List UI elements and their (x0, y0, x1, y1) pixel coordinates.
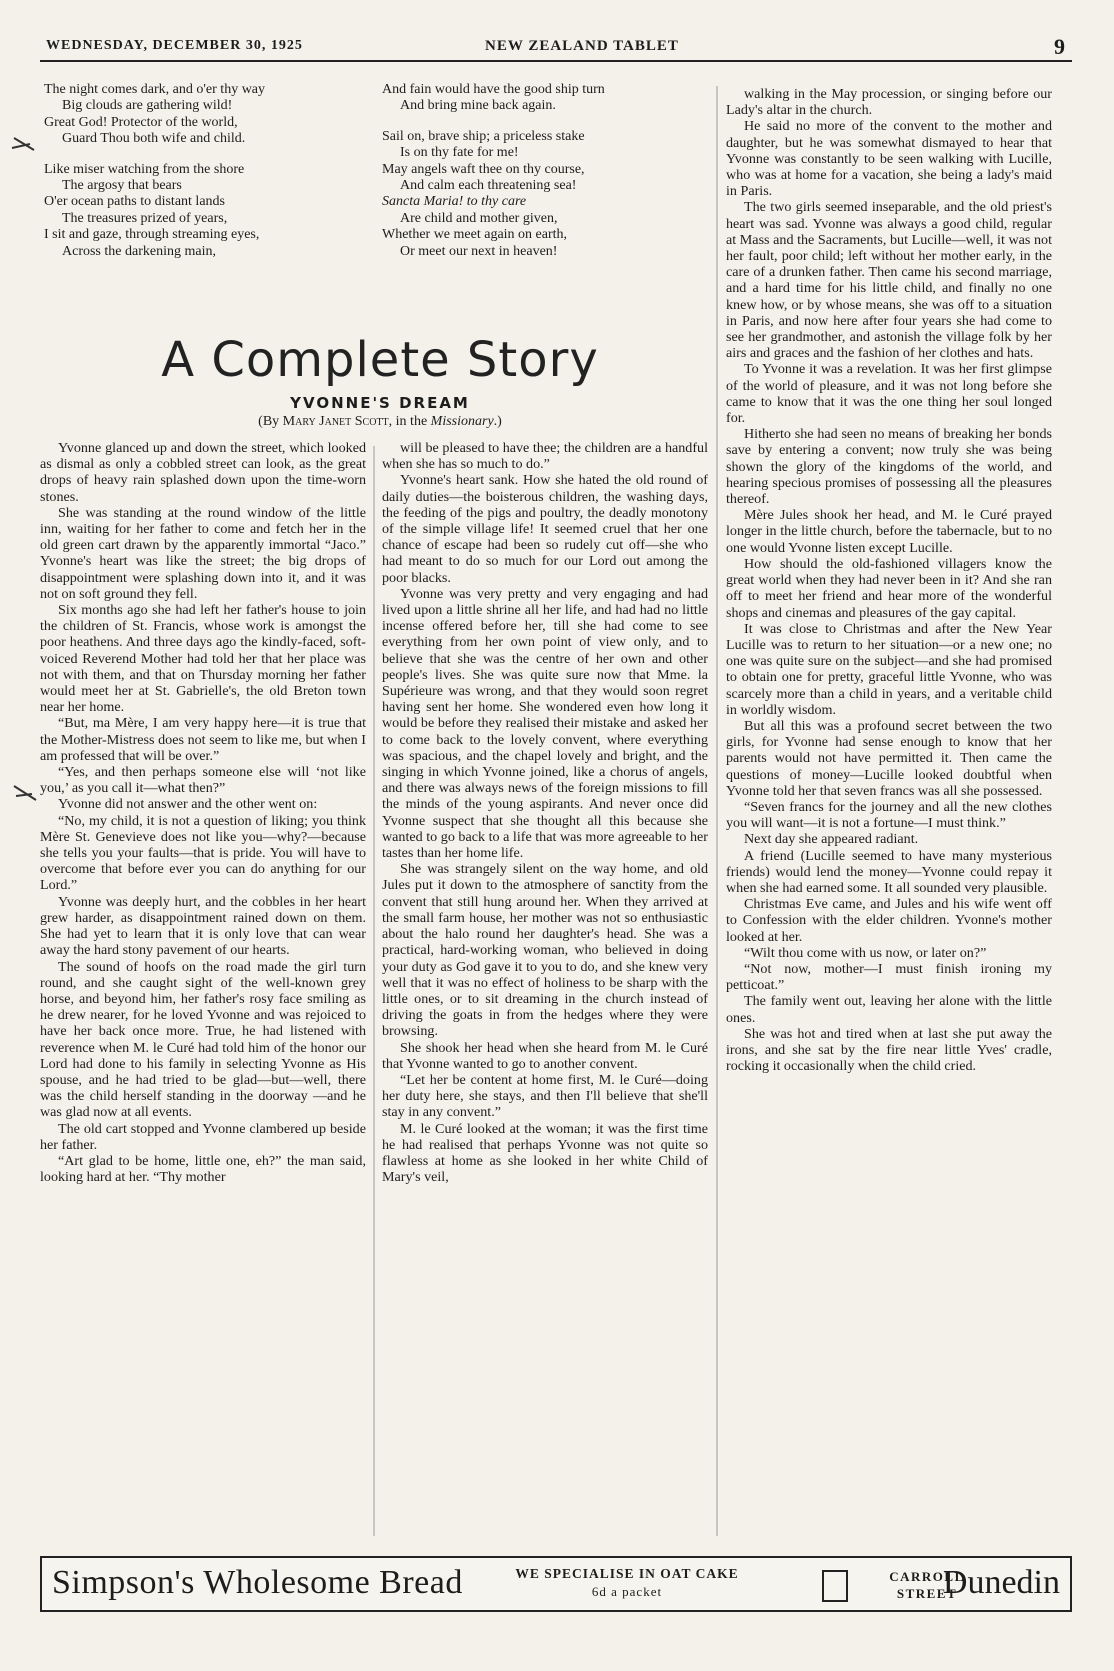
story-paragraph: Yvonne was very pretty and very engaging and had lived upon a little shrine all her life, and had had no little incense offered before her, till she had come to see everything from her own point of view only, and to believe that she was the centre of her own and other people's lives. She was quite sure now that Mme. la Supérieure was wrong, and that they would soon regret having sent her home. She wondered even how long it would be before they realised their mistake and asked her to come back to the lovely convent, where everything was spacious, and the chapel lovely and bright, and the singing in which Yvonne joined, like a chorus of angels, and there was always news of the foreign missions to fill the minds of the young aspirants. And never once did Yvonne suspect that she thought all this because she wanted to go back to a life that was more agreeable to her tastes than her home life. (382, 585, 708, 862)
byline-mid: , in the (388, 414, 431, 429)
story-paragraph: Yvonne did not answer and the other went on: (58, 796, 318, 813)
story-paragraph: She shook her head when she heard from M. le Curé that Yvonne wanted to go to another convent. (382, 1039, 708, 1072)
ad-city: Dunedin (942, 1564, 1060, 1601)
ad-special-text: WE SPECIALISE IN OAT CAKE (515, 1566, 739, 1581)
story-paragraph: She was strangely silent on the way home, and old Jules put it down to the atmosphere of sanctity from the convent that still hung around her. When they arrived at the small farm house, her mother was not so enthusiastic about the halo round her daughter's head. She was a practical, hard-working woman, who believed in doing your duty as God gave it to you to do, and she knew very well that it was no effect of holiness to be sharp with the little ones, or to sit dreaming in the church instead of driving the goats in from the hedges where they were browsing. (382, 861, 708, 1040)
poem-line: Or meet our next in heaven! (400, 243, 558, 259)
poem-line: May angels waft thee on thy course, (382, 161, 585, 177)
page-header (40, 34, 1072, 62)
story-paragraph: A friend (Lucille seemed to have many mysterious friends) would lend the money—Yvonne could repay it when she had earned some. It all sounded very plausible. (726, 847, 1052, 896)
story-paragraph: But all this was a profound secret between the two girls, for Yvonne had sense enough to know that her parents would not have permitted it. Then came the questions of money—Lucille looked doubtful when Yvonne told her that seven francs was all she possessed. (726, 717, 1052, 799)
page-number: 9 (1054, 34, 1066, 59)
poem-stanza (382, 129, 708, 260)
byline-prefix: (By (258, 414, 283, 429)
story-paragraph: Mère Jules shook her head, and M. le Curé prayed longer in the little church, before the tabernacle, but to no one would Yvonne listen except Lucille. (726, 507, 1052, 556)
story-paragraph: The sound of hoofs on the road made the girl turn round, and she caught sight of the well-known grey horse, and beyond him, her father's rosy face smiling as he drew nearer, for he loved Yvonne and was rejoiced to have her back once more. True, he had listened with reverence when M. le Curé had told him of the honor our Lord had done to his family in selecting Yvonne as His spouse, and he had tried to be glad—but—well, there was the child herself standing in the doorway —and he was glad now at all events. (40, 958, 366, 1121)
poem-line: Is on thy fate for me! (400, 145, 519, 161)
ad-packet-price: 6d a packet (591, 1584, 663, 1599)
story-paragraph: M. le Curé looked at the woman; it was the first time he had realised that perhaps Yvonne was not quite so flawless at home as she looked in her white Child of Mary's veil, (382, 1120, 708, 1186)
poem-stanza (44, 82, 364, 148)
story-paragraph: “Seven francs for the journey and all the new clothes you will want—it is not a fortune—I must think.” (726, 798, 1052, 832)
story-paragraph: walking in the May procession, or singing before our Lady's altar in the church. (726, 86, 1052, 119)
poem-line: And bring mine back again. (400, 98, 556, 114)
story-paragraph: The family went out, leaving her alone with the little ones. (726, 993, 1052, 1026)
byline-suffix: .) (493, 414, 502, 429)
story-paragraph: will be pleased to have thee; the children are a handful when she has so much to do.” (382, 440, 708, 473)
poem-line: Are child and mother given, (400, 210, 558, 226)
story-paragraph: “Not now, mother—I must finish ironing my petticoat.” (726, 960, 1052, 994)
ad-box-icon (822, 1570, 848, 1602)
poem-line: Like miser watching from the shore (44, 161, 245, 177)
poem-middle (382, 82, 708, 274)
poem-line: The treasures prized of years, (62, 210, 228, 226)
poem-stanza (382, 82, 708, 115)
poem-line: O'er ocean paths to distant lands (44, 194, 225, 210)
poem-line: And fain would have the good ship turn (382, 82, 605, 97)
story-paragraph: Hitherto she had seen no means of breaking her bonds save by entering a convent; now truly she was being shown the glory of the kingdoms of the world, and hearing specious promises of possessing all the pleasures thereof. (726, 426, 1052, 508)
poem-line: The argosy that bears (62, 178, 182, 194)
story-column-right (726, 86, 1052, 1074)
story-paragraph: She was hot and tired when at last she put away the irons, and she sat by the fire near little Yves' cradle, rocking it occasionally when the child cried. (726, 1025, 1052, 1075)
story-paragraph: Next day she appeared radiant. (744, 831, 919, 848)
poem-line: Sail on, brave ship; a priceless stake (382, 128, 585, 144)
story-paragraph: How should the old-fashioned villagers know the great world when they had never been in it? And she ran off to meet her friend and hear more of the wonderful shops and cinemas and pleasures of the gay capital. (726, 555, 1052, 621)
story-paragraph: Yvonne glanced up and down the street, which looked as dismal as only a cobbled street can look, as the great drops of heavy rain splashed down upon the time-worn stones. (40, 440, 366, 505)
poem-stanza (44, 162, 364, 260)
margin-mark-icon (14, 786, 36, 800)
poem-line: Guard Thou both wife and child. (62, 131, 246, 147)
story-paragraph: “No, my child, it is not a question of liking; you think Mère St. Genevieve does not like you—why?—because she tells you your faults—that is pride. You will have to overcome that before ever you can do anything for our Lord.” (40, 812, 366, 894)
ad-special (482, 1566, 772, 1600)
story-column-middle (382, 440, 708, 1185)
poem-line: Great God! Protector of the world, (44, 114, 238, 130)
story-column-left (40, 440, 366, 1185)
poem-line: Across the darkening main, (62, 243, 216, 259)
story-paragraph: Yvonne's heart sank. How she hated the old round of daily duties—the boisterous children, the washing days, the feeding of the pigs and poultry, the deadly monotony of the simple village life! It seemed cruel that her one chance of escape had been so rudely cut off—she who had meant to do so much for our Lord out among the poor blacks. (382, 472, 708, 586)
byline-author: Mary Janet Scott (282, 414, 389, 429)
ad-brand: Simpson's Wholesome Bread (52, 1564, 463, 1601)
poem-line: Sancta Maria! to thy care (382, 194, 527, 210)
story-paragraph: “Wilt thou come with us now, or later on?” (744, 944, 987, 961)
story-paragraph: The old cart stopped and Yvonne clambered up beside her father. (40, 1120, 366, 1153)
poem-left (44, 82, 364, 274)
margin-mark-icon (12, 138, 34, 150)
story-paragraph: Six months ago she had left her father's house to join the children of St. Francis, whose work is amongst the poor heathens. And three days ago the kindly-faced, soft-voiced Reverend Mother had told her that her place was not with them, and that on Thursday morning her father would meet her at St. Gabrielle's, the old Breton town near her home. (40, 602, 366, 716)
story-paragraph: To Yvonne it was a revelation. It was her first glimpse of the world of pleasure, and it was not long before she came to know that it was the one thing her soul longed for. (726, 361, 1052, 427)
byline-source: Missionary (430, 414, 494, 429)
poem-line: The night comes dark, and o'er thy way (44, 82, 266, 97)
story-title: YVONNE'S DREAM (290, 394, 470, 412)
poem-line: I sit and gaze, through streaming eyes, (44, 227, 260, 243)
story-paragraph: “Art glad to be home, little one, eh?” the man said, looking hard at her. “Thy mother (40, 1152, 366, 1186)
bread-advertisement (40, 1556, 1072, 1612)
newspaper-title: NEW ZEALAND TABLET (485, 38, 679, 54)
story-heading: A Complete Story (161, 332, 599, 388)
issue-date: WEDNESDAY, DECEMBER 30, 1925 (46, 38, 303, 53)
ad-street-line1: CARROLL (889, 1569, 965, 1584)
story-paragraph: It was close to Christmas and after the New Year Lucille was to return to her situation—or a new one; no one was quite sure on the subject—and she had promised to obtain one for pretty, graceful little Yvonne, who was scarcely more than a child in years, and a veritable child in worldly wisdom. (726, 620, 1052, 718)
story-paragraph: “But, ma Mère, I am very happy here—it is true that the Mother-Mistress does not seem to like me, but when I am professed that will be over.” (40, 715, 366, 764)
story-byline (100, 414, 660, 430)
story-paragraph: “Yes, and then perhaps someone else will ‘not like you,’ as you call it—what then?” (40, 764, 366, 797)
ad-street-line2: STREET (896, 1586, 958, 1601)
story-paragraph: She was standing at the round window of the little inn, waiting for her father to come and fetch her in the old green cart drawn by the apparently immortal “Jaco.” Yvonne's heart was like the street; the big drops of disappointment were splashing down into it, and it was not on soft ground they fell. (40, 504, 366, 602)
poem-line: And calm each threatening sea! (400, 178, 577, 194)
story-paragraph: Christmas Eve came, and Jules and his wife went off to Confession with the elder children. Yvonne's mother looked at her. (726, 896, 1052, 945)
poem-line: Whether we meet again on earth, (382, 227, 568, 243)
story-paragraph: He said no more of the convent to the mother and daughter, but he was somewhat dismayed to hear that Yvonne was constantly to be seen walking with Lucille, who was at home for a vacation, she being a lady's maid in Paris. (726, 118, 1052, 200)
story-paragraph: The two girls seemed inseparable, and the old priest's heart was sad. Yvonne was always a good child, regular at Mass and the Sacraments, but Lucille—well, it was not her fault, poor child; left without her mother early, in the care of a drunken father. Then came his second marriage, and a hard time for his little child, and finally no one knew how, or by whose means, she was off to a situation in Paris, and now here after four years she had come to see her grandmother, and astonish the village folk by her airs and graces and the fashion of her clothes and hats. (726, 199, 1052, 362)
story-paragraph: “Let her be content at home first, M. le Curé—doing her duty here, she stays, and then I'll believe that she'll stay in any convent.” (382, 1071, 708, 1121)
poem-line: Big clouds are gathering wild! (62, 98, 233, 114)
story-paragraph: Yvonne was deeply hurt, and the cobbles in her heart grew harder, as disappointment rained down on them. She had yet to learn that it is only love that can wear away the hard stony pavement of our hearts. (40, 893, 366, 959)
